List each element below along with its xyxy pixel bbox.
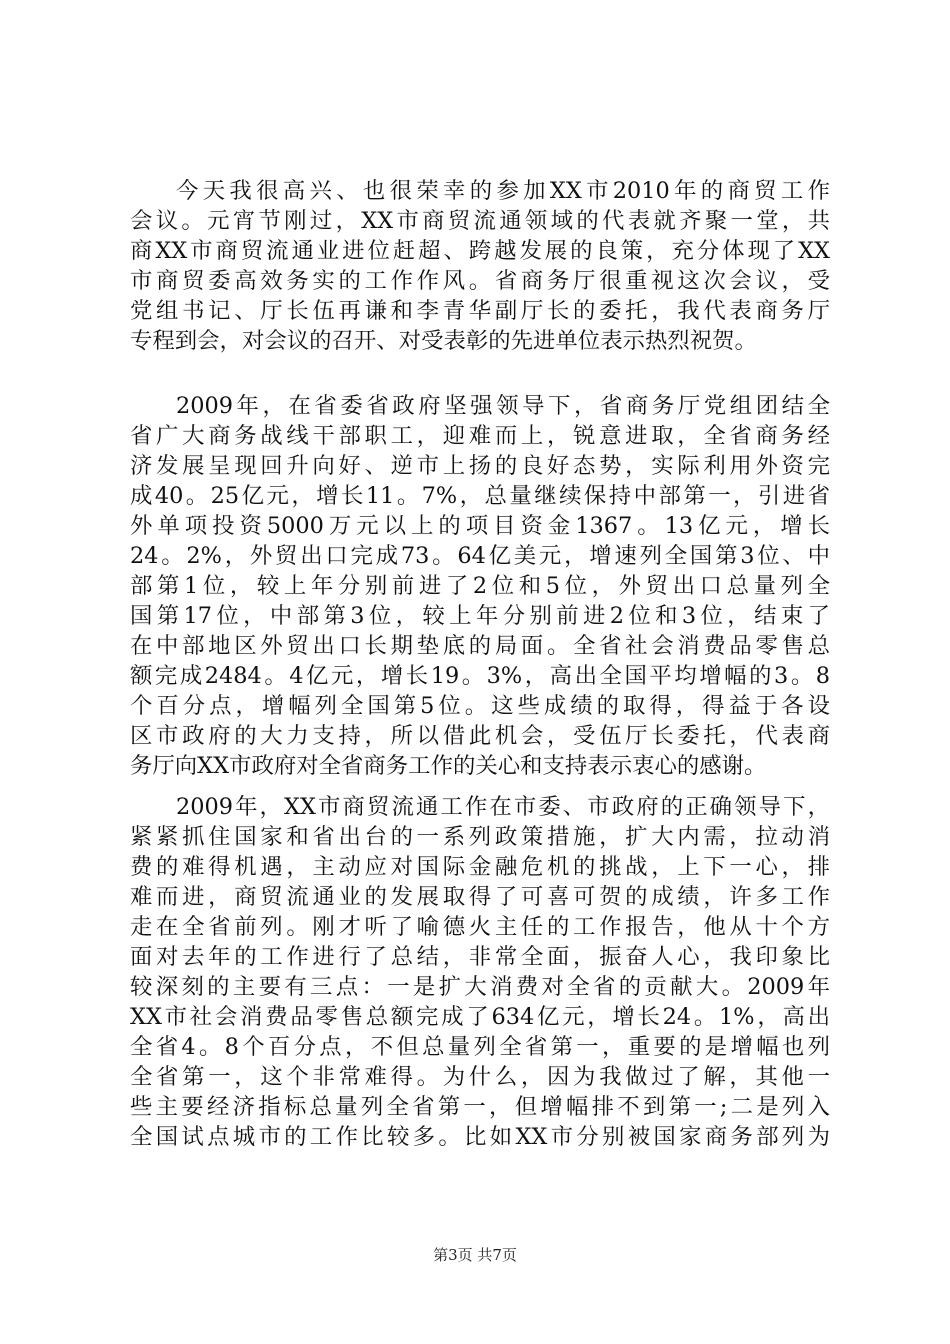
text-line: 今天我很高兴、也很荣幸的参加XX市2010年的商贸工作	[176, 178, 830, 204]
text-line: 全省4。8个百分点，不但总量列全省第一，重要的是增幅也列	[130, 1034, 830, 1060]
text-line: 济发展呈现回升向好、逆市上扬的良好态势，实际利用外资完	[130, 453, 830, 479]
text-line: 市商贸委高效务实的工作作风。省商务厅很重视这次会议，受	[130, 268, 830, 294]
text-line: 会议。元宵节刚过，XX市商贸流通领域的代表就齐聚一堂，共	[130, 208, 830, 234]
page-footer	[0, 1244, 950, 1265]
text-line: 部第1位，较上年分别前进了2位和5位，外贸出口总量列全	[130, 573, 830, 599]
text-line: 走在全省前列。刚才听了喻德火主任的工作报告，他从十个方	[130, 914, 830, 940]
text-line: 专程到会，对会议的召开、对受表彰的先进单位表示热烈祝贺。	[130, 328, 757, 354]
text-line: 2009年，XX市商贸流通工作在市委、市政府的正确领导下，	[176, 794, 830, 820]
text-line: 商XX市商贸流通业进位赶超、跨越发展的良策，充分体现了XX	[130, 238, 830, 264]
text-line: 个百分点，增幅列全国第5位。这些成绩的取得，得益于各设	[130, 693, 830, 719]
paragraph-1	[130, 176, 830, 356]
text-line: 党组书记、厅长伍再谦和李青华副厅长的委托，我代表商务厅	[130, 298, 830, 324]
text-line: 外单项投资5000万元以上的项目资金1367。13亿元，增长	[130, 513, 830, 539]
text-line: 较深刻的主要有三点：一是扩大消费对全省的贡献大。2009年	[130, 974, 830, 1000]
text-line: 些主要经济指标总量列全省第一，但增幅排不到第一;二是列入	[130, 1094, 830, 1120]
text-line: 全省第一，这个非常难得。为什么，因为我做过了解，其他一	[130, 1064, 830, 1090]
paragraph-3	[130, 792, 830, 1152]
text-line: 紧紧抓住国家和省出台的一系列政策措施，扩大内需，拉动消	[130, 824, 830, 850]
text-line: 区市政府的大力支持，所以借此机会，受伍厅长委托，代表商	[130, 723, 830, 749]
text-line: XX市社会消费品零售总额完成了634亿元，增长24。1%，高出	[130, 1004, 830, 1030]
text-line: 额完成2484。4亿元，增长19。3%，高出全国平均增幅的3。8	[130, 663, 830, 689]
page-number: 第3页 共7页	[433, 1246, 517, 1264]
text-line: 务厅向XX市政府对全省商务工作的关心和支持表示衷心的感谢。	[130, 753, 767, 779]
text-line: 成40。25亿元，增长11。7%，总量继续保持中部第一，引进省	[130, 483, 830, 509]
text-line: 在中部地区外贸出口长期垫底的局面。全省社会消费品零售总	[130, 633, 830, 659]
text-line: 全国试点城市的工作比较多。比如XX市分别被国家商务部列为	[130, 1124, 830, 1150]
text-line: 省广大商务战线干部职工，迎难而上，锐意进取，全省商务经	[130, 423, 830, 449]
text-line: 难而进，商贸流通业的发展取得了可喜可贺的成绩，许多工作	[130, 884, 830, 910]
text-line: 2009年，在省委省政府坚强领导下，省商务厅党组团结全	[176, 393, 830, 419]
text-line: 费的难得机遇，主动应对国际金融危机的挑战，上下一心，排	[130, 854, 830, 880]
paragraph-2	[130, 391, 830, 781]
text-line: 面对去年的工作进行了总结，非常全面，振奋人心，我印象比	[130, 944, 830, 970]
text-line: 24。2%，外贸出口完成73。64亿美元，增速列全国第3位、中	[130, 543, 830, 569]
text-line: 国第17位，中部第3位，较上年分别前进2位和3位，结束了	[130, 603, 830, 629]
